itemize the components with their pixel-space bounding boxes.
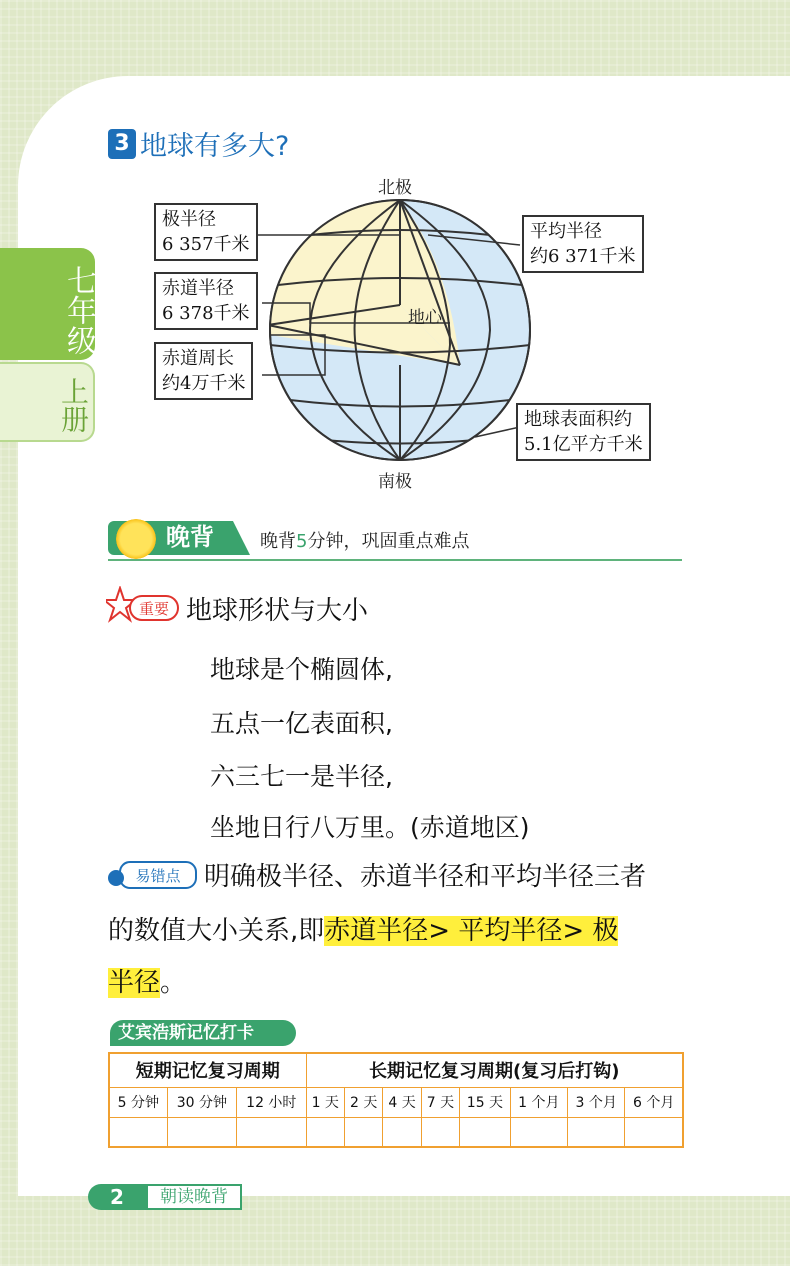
section-number: 3 [108, 129, 136, 159]
volume-tab[interactable]: 上册 [0, 362, 95, 442]
checkbox-cell[interactable] [237, 1117, 307, 1147]
banner-title: 晚背 [166, 523, 214, 551]
surface-area-box: 地球表面积约 5.1亿平方千米 [516, 403, 651, 461]
evening-recite-banner [108, 519, 682, 561]
checkbox-cell[interactable] [510, 1117, 567, 1147]
mistake-line-3: 半径。 [108, 968, 187, 998]
poem-line-2: 五点一亿表面积, [210, 709, 393, 738]
book-title: 朝读晚背 [146, 1184, 242, 1210]
checkbox-cell[interactable] [167, 1117, 236, 1147]
interval-cell: 1 个月 [510, 1087, 567, 1117]
short-term-header: 短期记忆复习周期 [109, 1053, 306, 1087]
poem-line-1: 地球是个椭圆体, [210, 655, 393, 684]
key-point-title: 地球形状与大小 [186, 596, 369, 626]
interval-cell: 15 天 [460, 1087, 510, 1117]
checkbox-cell[interactable] [421, 1117, 459, 1147]
polar-radius-box: 极半径 6 357千米 [154, 203, 258, 261]
north-pole-label: 北极 [378, 178, 412, 198]
review-table-title: 艾宾浩斯记忆打卡 [110, 1020, 296, 1046]
review-checkin-table [108, 1052, 684, 1148]
important-badge-text: 重要 [138, 600, 170, 618]
mistake-warning-icon [106, 858, 198, 892]
page-number: 2 [88, 1184, 146, 1210]
section-heading [108, 124, 289, 163]
interval-cell: 5 分钟 [109, 1087, 167, 1117]
checkbox-cell[interactable] [568, 1117, 625, 1147]
mistake-line-1: 明确极半径、赤道半径和平均半径三者 [204, 862, 647, 892]
interval-cell: 6 个月 [625, 1087, 683, 1117]
mistake-line-2: 的数值大小关系,即赤道半径> 平均半径> 极 [108, 916, 619, 946]
poem-line-4: 坐地日行八万里。(赤道地区) [210, 813, 530, 842]
equator-circumference-box: 赤道周长 约4万千米 [154, 342, 253, 400]
checkbox-cell[interactable] [383, 1117, 421, 1147]
grade-tab[interactable]: 七年级 [0, 248, 95, 360]
earth-diagram [150, 175, 690, 499]
equatorial-radius-box: 赤道半径 6 378千米 [154, 272, 258, 330]
checkbox-cell[interactable] [109, 1117, 167, 1147]
south-pole-label: 南极 [378, 472, 412, 492]
poem-line-3: 六三七一是半径, [210, 762, 393, 791]
interval-cell: 3 个月 [568, 1087, 625, 1117]
checkbox-cell[interactable] [460, 1117, 510, 1147]
interval-cell: 30 分钟 [167, 1087, 236, 1117]
checkbox-cell[interactable] [306, 1117, 344, 1147]
checkbox-cell[interactable] [344, 1117, 382, 1147]
banner-subtitle: 晚背5分钟，巩固重点难点 [260, 531, 470, 552]
interval-cell: 7 天 [421, 1087, 459, 1117]
long-term-header: 长期记忆复习周期(复习后打钩) [306, 1053, 683, 1087]
interval-cell: 12 小时 [237, 1087, 307, 1117]
section-title: 地球有多大? [140, 131, 290, 162]
earth-center-label: 地心 [408, 308, 442, 328]
interval-cell: 2 天 [344, 1087, 382, 1117]
interval-cell: 4 天 [383, 1087, 421, 1117]
moon-sun-icon [116, 519, 156, 559]
important-star-icon [106, 586, 180, 626]
mean-radius-box: 平均半径 约6 371千米 [522, 215, 644, 273]
checkbox-cell[interactable] [625, 1117, 683, 1147]
banner-underline [108, 559, 682, 561]
mistake-badge-text: 易错点 [135, 867, 181, 885]
interval-cell: 1 天 [306, 1087, 344, 1117]
